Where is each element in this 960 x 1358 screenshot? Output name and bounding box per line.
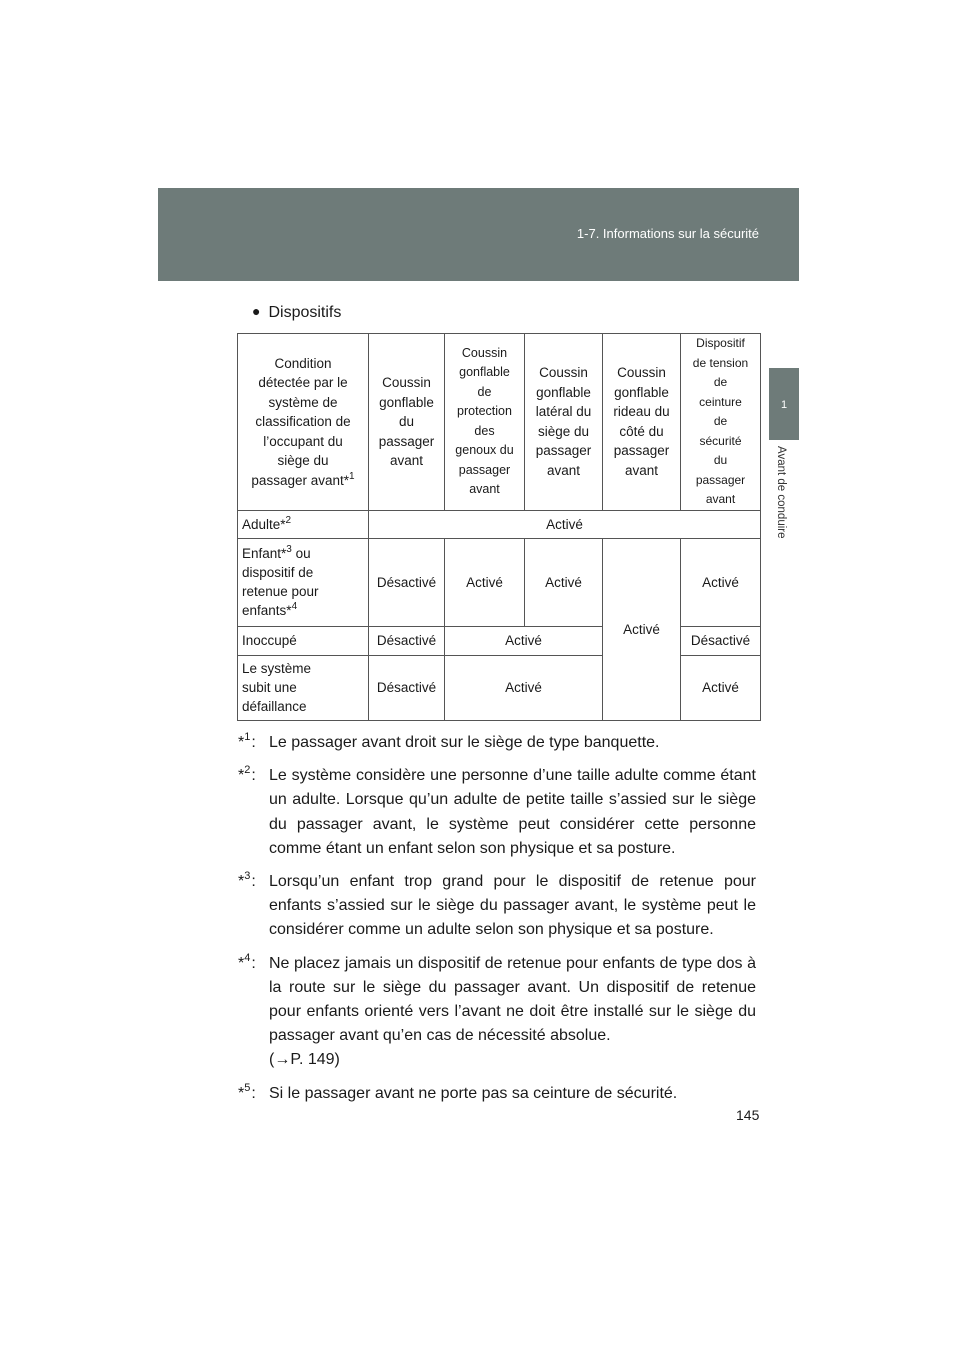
cell-curtain-merged: Activé <box>603 538 681 720</box>
header-condition: Condition détectée par le système de classification de l’occupant du siège du passager avant*$^1$ <box>238 334 369 511</box>
page-number: 145 <box>736 1107 760 1123</box>
header-pretensioner: Dispositif de tension de ceinture de sécurité du passager avant <box>681 334 761 511</box>
footnote-3: *$^3$: Lorsqu’un enfant trop grand pour le dispositif de retenue pour enfants s’assied sur le siège du passager avant, le système peut le considérer comme un adulte selon son physique et sa posture. <box>238 870 756 939</box>
header-curtain-airbag: Coussin gonflable rideau du côté du passager avant <box>603 334 681 511</box>
section-title-text: Dispositifs <box>268 304 342 321</box>
footnote-2: *$^2$: Le système considère une personne d’une taille adulte comme étant un adulte. Lorsque qu’un adulte de petite taille s’assied sur le siège du passager avant, le système peut considérer cette personne comme étant un enfant selon son physique et sa posture. <box>238 764 756 857</box>
header-band <box>158 188 799 281</box>
chapter-number: 1 <box>780 399 788 411</box>
cell-empty-pretensioner: Désactivé <box>681 626 761 655</box>
section-title <box>252 303 341 322</box>
cell-fault-knee-side: Activé <box>445 655 603 720</box>
cell-child-knee: Activé <box>445 538 525 626</box>
table-row <box>238 626 761 655</box>
footnote-5: *$^5$: Si le passager avant ne porte pas sa ceinture de sécurité. <box>238 1081 678 1102</box>
cell-child-side: Activé <box>525 538 603 626</box>
cell-fault-pretensioner: Activé <box>681 655 761 720</box>
cell-empty-knee-side: Activé <box>445 626 603 655</box>
bullet-icon: ● <box>252 303 261 319</box>
row-label-empty: Inoccupé <box>238 626 369 655</box>
footnote-1: *$^1$: Le passager avant droit sur le siège de type banquette. <box>238 731 660 751</box>
cell-fault-front: Désactivé <box>369 655 445 720</box>
row-label-adult: Adulte*$^2$ <box>238 510 369 538</box>
row-label-child: Enfant*$^3$ ou dispositif de retenue pour enfants*$^4$ <box>238 538 369 626</box>
chapter-tab[interactable] <box>769 368 799 440</box>
devices-table <box>237 333 761 721</box>
footnote-4: *$^4$: Ne placez jamais un dispositif de retenue pour enfants de type dos à la route sur le siège du passager avant. Un dispositif de retenue pour enfants orienté vers l’avant ne doit être installé sur le siège du passager avant qu’en cas de nécessité absolue. (→P. 149) <box>238 952 756 1073</box>
page-reference-link[interactable]: (→P. 149) <box>269 1051 340 1069</box>
header-side-airbag: Coussin gonflable latéral du siège du passager avant <box>525 334 603 511</box>
chapter-label: Avant de conduire <box>775 446 787 539</box>
cell-adult-all: Activé <box>369 510 761 538</box>
table-row <box>238 510 761 538</box>
header-front-airbag: Coussin gonflable du passager avant <box>369 334 445 511</box>
section-header-title: 1-7. Informations sur la sécurité <box>576 226 759 241</box>
cell-child-pretensioner: Activé <box>681 538 761 626</box>
footnotes <box>238 731 756 1115</box>
cell-empty-front: Désactivé <box>369 626 445 655</box>
row-label-fault: Le système subit une défaillance <box>238 655 369 720</box>
table-row <box>238 655 761 720</box>
table-row <box>238 538 761 626</box>
cell-child-front: Désactivé <box>369 538 445 626</box>
header-knee-airbag: Coussin gonflable de protection des genoux du passager avant <box>445 334 525 511</box>
table-header-row <box>238 334 761 511</box>
